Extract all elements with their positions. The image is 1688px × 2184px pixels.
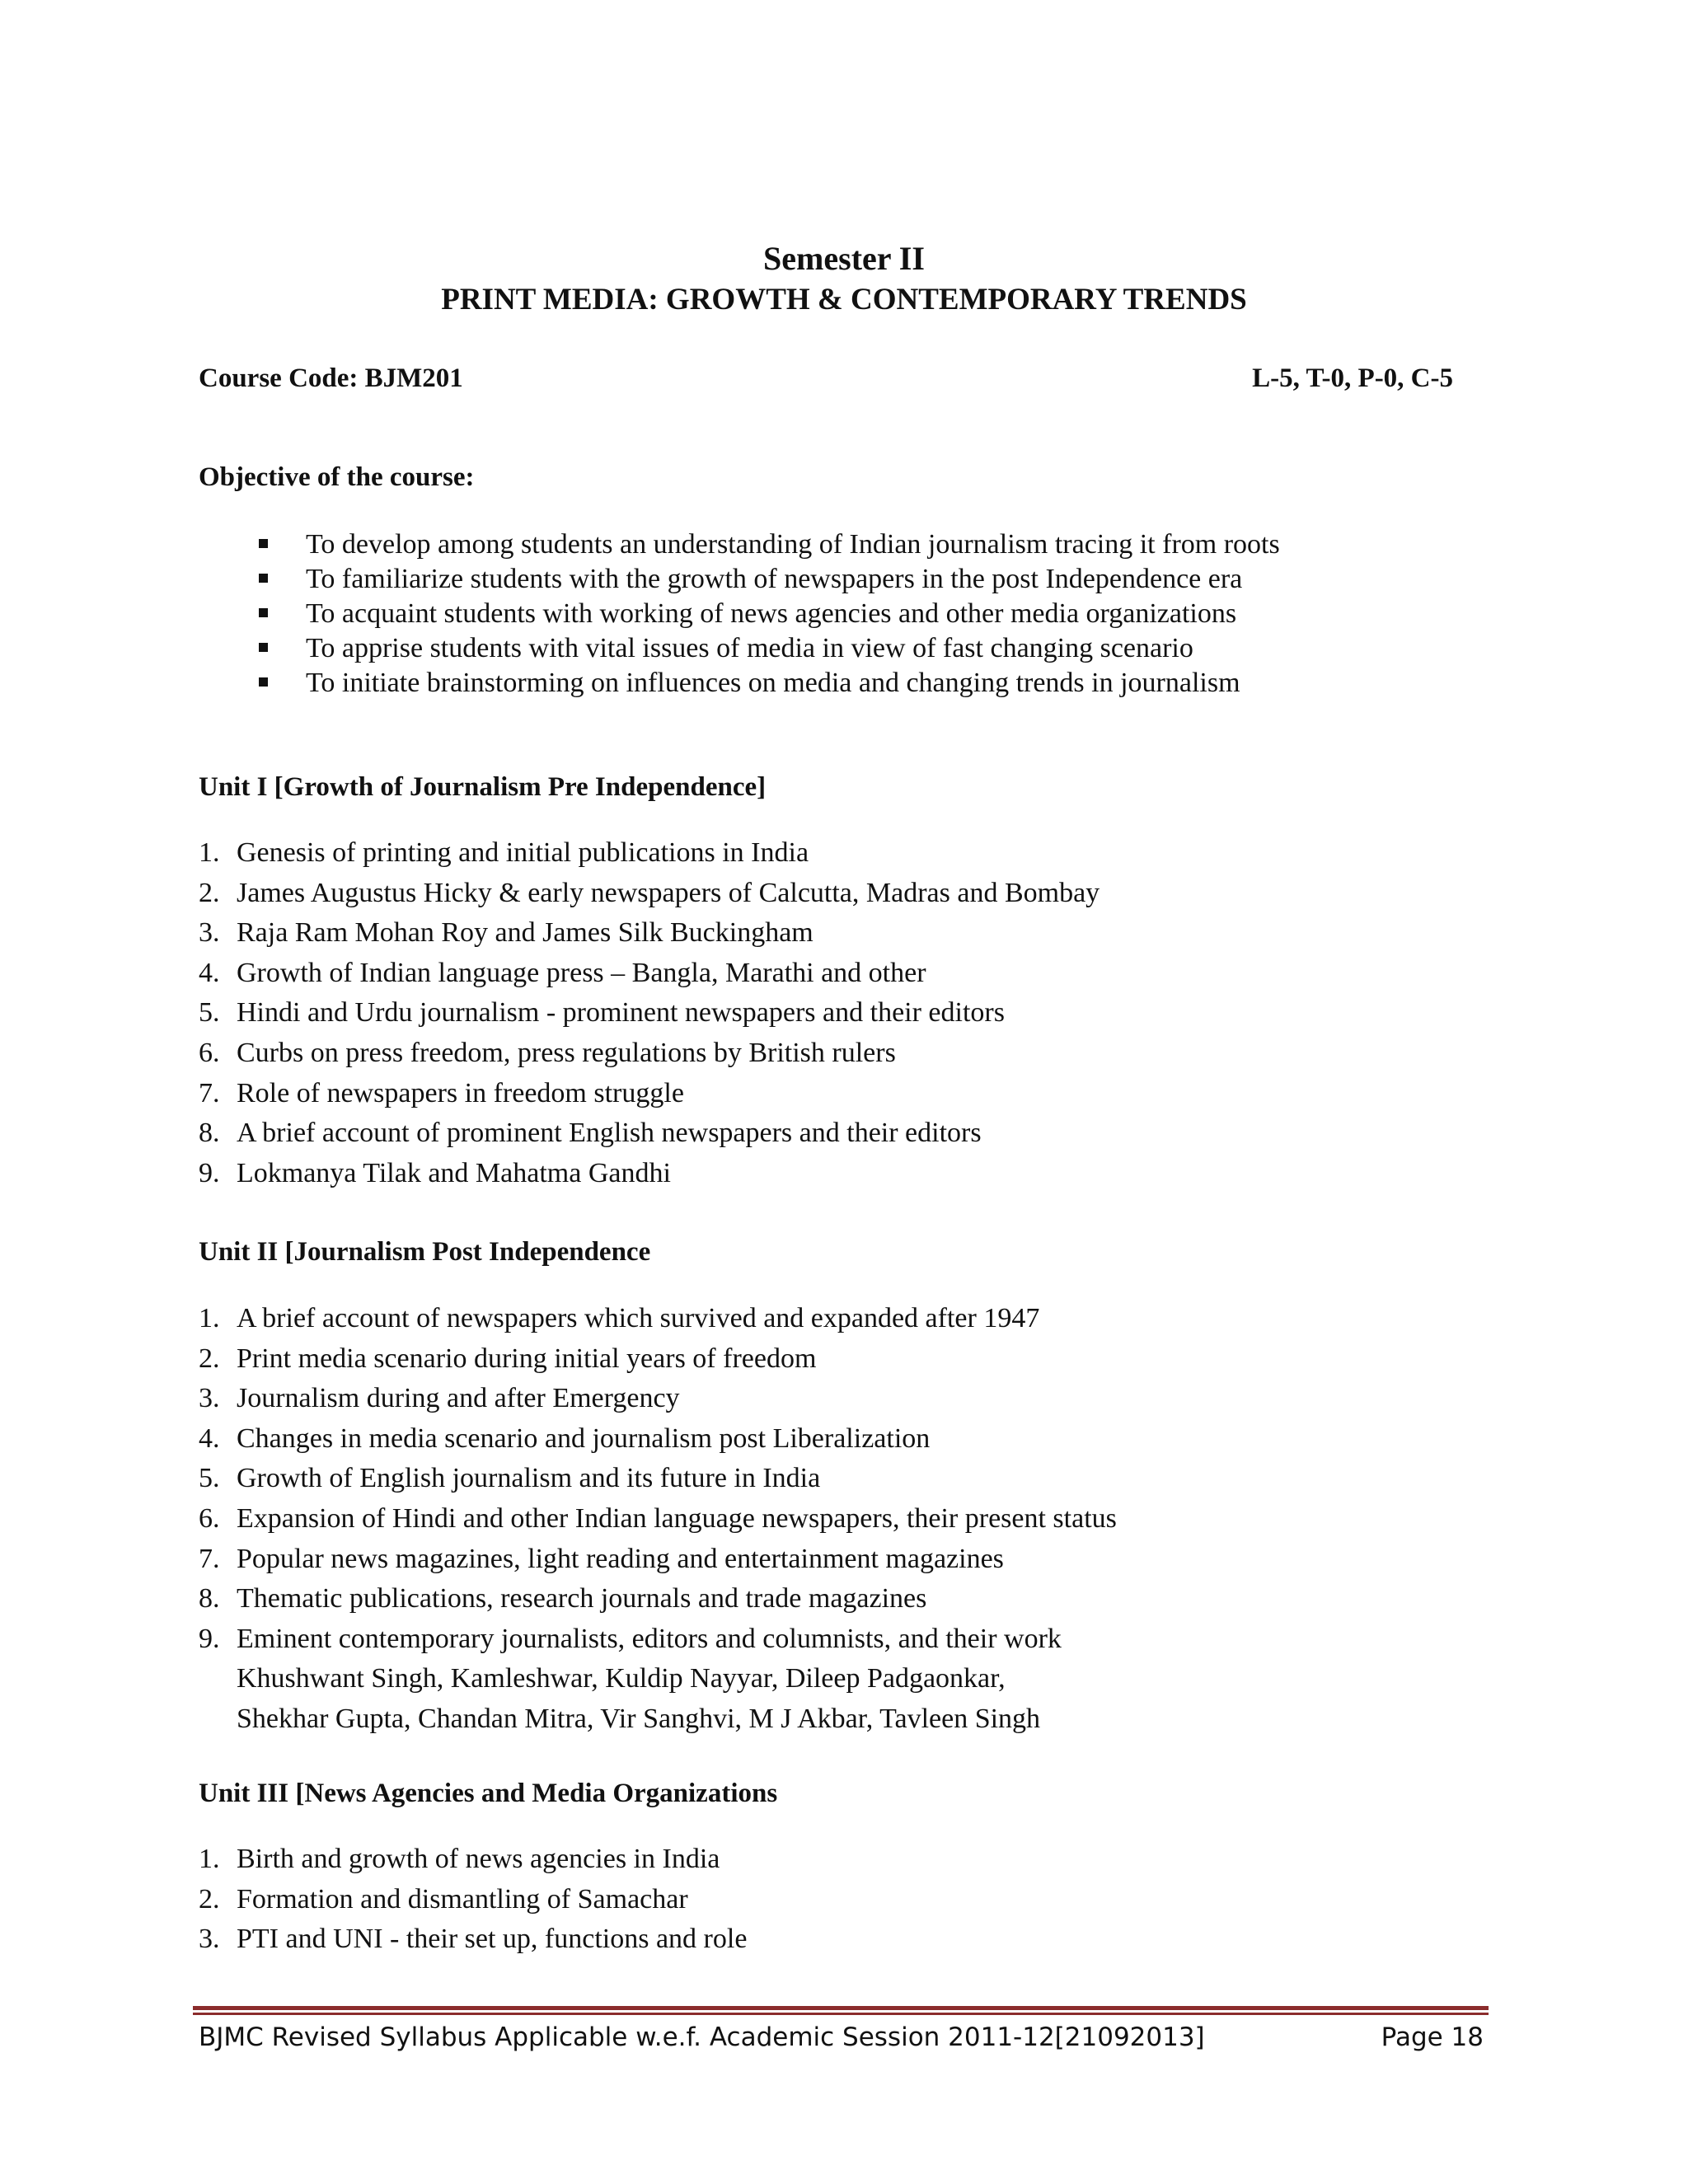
objective-item (199, 631, 1280, 666)
objective-item (199, 597, 1280, 631)
unit2-list (199, 1299, 1117, 1740)
square-bullet-icon (259, 574, 268, 583)
list-item: 3. Journalism during and after Emergency (199, 1383, 680, 1414)
list-item: 3. Raja Ram Mohan Roy and James Silk Buckingham (199, 917, 814, 949)
unit3-list (199, 1840, 747, 1960)
objective-text: To initiate brainstorming on influences on media and changing trends in journalism (306, 668, 1240, 698)
course-code: Course Code: BJM201 (199, 363, 463, 393)
list-item: 3. PTI and UNI - their set up, functions and role (199, 1924, 748, 1955)
footer-text: BJMC Revised Syllabus Applicable w.e.f. Academic Session 2011-12[21092013] (199, 2022, 1205, 2052)
page-number: Page 18 (1381, 2022, 1484, 2052)
objective-item (199, 666, 1280, 701)
course-credits: L-5, T-0, P-0, C-5 (1252, 363, 1453, 393)
unit1-list (199, 833, 1100, 1193)
list-item: 7. Popular news magazines, light reading and entertainment magazines (199, 1543, 1004, 1574)
unit1-heading: Unit I [Growth of Journalism Pre Independence] (199, 772, 767, 802)
list-item: 1. A brief account of newspapers which survived and expanded after 1947 (199, 1303, 1040, 1333)
objective-text: To apprise students with vital issues of media in view of fast changing scenario (306, 633, 1193, 663)
unit3-heading: Unit III [News Agencies and Media Organizations (199, 1779, 778, 1808)
list-item: 5. Hindi and Urdu journalism - prominent newspapers and their editors (199, 997, 1005, 1029)
objective-text: To develop among students an understanding of Indian journalism tracing it from roots (306, 529, 1280, 560)
list-item: 8. Thematic publications, research journals and trade magazines (199, 1583, 927, 1615)
list-item: 4. Changes in media scenario and journalism post Liberalization (199, 1422, 931, 1454)
square-bullet-icon (259, 539, 268, 548)
footer-divider (193, 2006, 1489, 2015)
list-item: 2. Formation and dismantling of Samachar (199, 1883, 688, 1915)
unit2-heading: Unit II [Journalism Post Independence (199, 1237, 651, 1267)
objective-item (199, 562, 1280, 597)
objective-text: To acquaint students with working of news agencies and other media organizations (306, 598, 1237, 629)
journalist-names-line: Khushwant Singh, Kamleshwar, Kuldip Nayyar, Dileep Padgaonkar, (237, 1663, 1006, 1694)
square-bullet-icon (259, 643, 268, 652)
list-item: 4. Growth of Indian language press – Bangla, Marathi and other (199, 957, 926, 988)
objectives-heading: Objective of the course: (199, 462, 475, 492)
list-item: 9. Eminent contemporary journalists, editors and columnists, and their work Khushwant Singh, Kamleshwar, Kuldip Nayyar, Dileep Padgaonkar, Shekhar Gupta, Chandan Mitra, Vir Sanghvi, M J Akbar, Tavleen Singh (199, 1619, 1117, 1740)
objectives-list (199, 527, 1280, 701)
list-item: 1. Birth and growth of news agencies in India (199, 1844, 720, 1874)
course-code-row (199, 360, 1453, 396)
course-title: PRINT MEDIA: GROWTH & CONTEMPORARY TRENDS (441, 283, 1247, 316)
list-item: 6. Expansion of Hindi and other Indian language newspapers, their present status (199, 1502, 1117, 1534)
page-footer (199, 2016, 1484, 2059)
list-item: 7. Role of newspapers in freedom struggle (199, 1077, 684, 1108)
list-item: 1. Genesis of printing and initial publications in India (199, 837, 809, 868)
list-item: 8. A brief account of prominent English newspapers and their editors (199, 1118, 982, 1149)
objective-item (199, 527, 1280, 562)
list-item: 5. Growth of English journalism and its future in India (199, 1463, 821, 1494)
list-item: 9. Lokmanya Tilak and Mahatma Gandhi (199, 1157, 671, 1188)
square-bullet-icon (259, 677, 268, 687)
list-item: 2. Print media scenario during initial years of freedom (199, 1343, 817, 1374)
square-bullet-icon (259, 608, 268, 617)
list-item: 6. Curbs on press freedom, press regulations by British rulers (199, 1037, 896, 1068)
list-item: 2. James Augustus Hicky & early newspapers of Calcutta, Madras and Bombay (199, 877, 1100, 908)
journalist-names-line: Shekhar Gupta, Chandan Mitra, Vir Sanghvi, M J Akbar, Tavleen Singh (237, 1703, 1041, 1734)
objective-text: To familiarize students with the growth of newspapers in the post Independence era (306, 564, 1243, 594)
semester-title: Semester II (763, 240, 925, 277)
